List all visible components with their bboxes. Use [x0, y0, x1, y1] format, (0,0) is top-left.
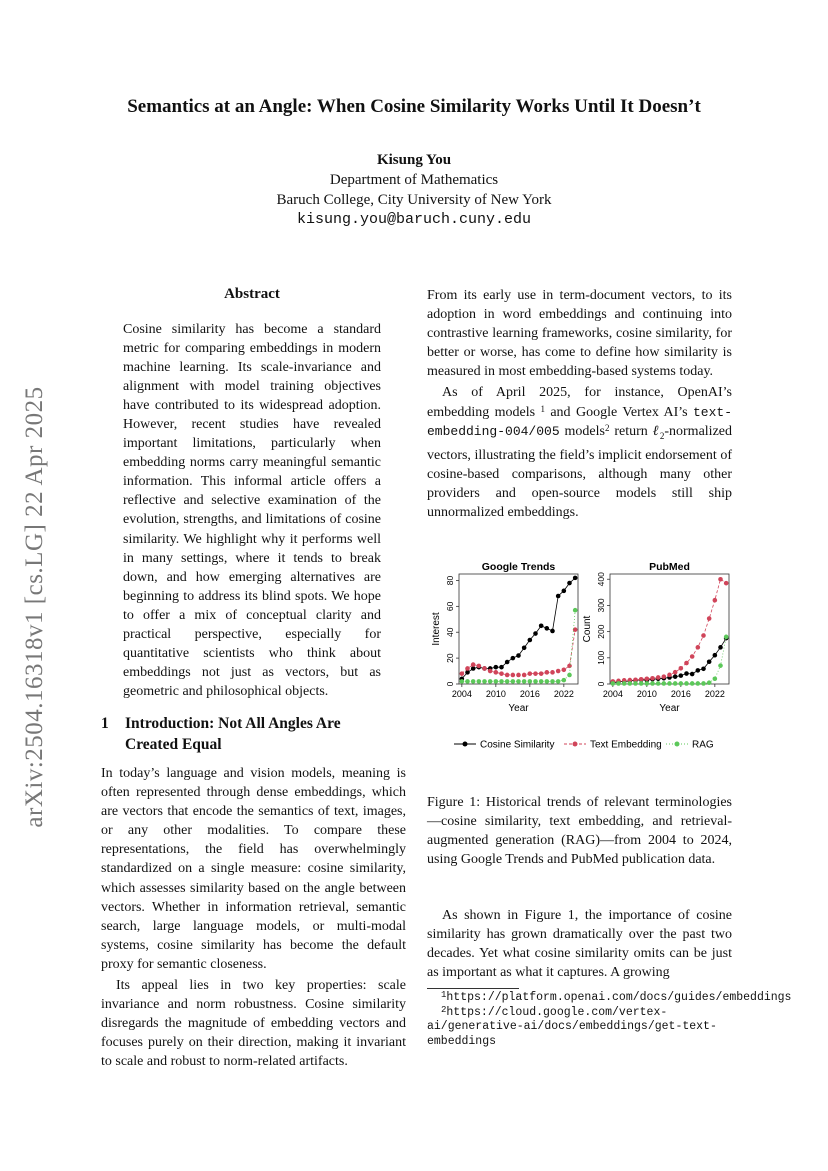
plot-frame: [610, 574, 729, 684]
data-point: [662, 681, 667, 686]
legend-item: [454, 740, 554, 751]
legend-marker: [463, 742, 468, 747]
data-point: [545, 626, 550, 631]
data-point: [494, 670, 499, 675]
data-point: [673, 670, 678, 675]
footnote-mark: 2: [441, 1004, 447, 1015]
data-point: [499, 679, 504, 684]
data-point: [701, 667, 706, 672]
data-point: [516, 673, 521, 678]
right-column-text: [427, 286, 732, 522]
legend-graphic: [446, 736, 736, 752]
data-point: [505, 673, 510, 678]
data-point: [522, 673, 527, 678]
data-point: [511, 673, 516, 678]
section-number: 1: [101, 715, 109, 732]
x-tick-label: 2010: [636, 689, 657, 699]
data-point: [494, 679, 499, 684]
data-point: [556, 679, 561, 684]
para-text: models: [559, 423, 605, 439]
data-point: [713, 598, 718, 603]
figure-caption: Figure 1: Historical trends of relevant terminologies—cosine similarity, text embedding, and retrieval-augmented generation (RAG)—from 2004 to 2024, using Google Trends and PubMed publication data.: [427, 795, 732, 868]
author-department: Department of Mathematics: [329, 172, 499, 188]
data-point: [673, 674, 678, 679]
y-tick-label: 80: [445, 575, 455, 586]
data-point: [505, 660, 510, 665]
series-text-embedding: [611, 577, 729, 684]
data-point: [567, 673, 572, 678]
data-point: [707, 680, 712, 685]
series-cosine-similarity: [611, 636, 729, 685]
data-point: [533, 671, 538, 676]
data-point: [539, 623, 544, 628]
data-point: [696, 645, 701, 650]
chart-panel-1: [431, 561, 578, 714]
footnote-mark: 1: [441, 990, 447, 1000]
x-tick-label: 2016: [670, 689, 691, 699]
data-point: [656, 681, 661, 686]
data-point: [718, 645, 723, 650]
data-point: [567, 664, 572, 669]
data-point: [690, 654, 695, 659]
footnote-ref-1[interactable]: 1: [540, 403, 545, 414]
data-point: [499, 671, 504, 676]
x-axis-label: Year: [508, 703, 529, 714]
data-point: [550, 679, 555, 684]
data-point: [528, 638, 533, 643]
legend-marker: [675, 742, 680, 747]
section-title: Introduction: Not All Angles Are Created Equal: [125, 715, 341, 753]
y-tick-label: 60: [445, 601, 455, 612]
legend-item: [564, 740, 662, 751]
data-point: [505, 679, 510, 684]
data-point: [656, 675, 661, 680]
x-tick-label: 2010: [485, 689, 506, 699]
author-block: [0, 150, 828, 230]
x-tick-label: 2004: [451, 689, 472, 699]
chart-panel-2: [582, 561, 729, 714]
data-point: [460, 671, 465, 676]
legend-label: Text Embedding: [590, 739, 662, 751]
y-tick-label: 200: [596, 624, 606, 639]
data-point: [539, 671, 544, 676]
data-point: [562, 589, 567, 594]
data-point: [684, 681, 689, 686]
right-paragraph-3: As shown in Figure 1, the importance of cosine similarity has grown dramatically over the past two decades. Yet what cosine similarity omits can be just as important as what it captures. A growing: [427, 908, 732, 981]
para-text: As of April 2025, for instance, OpenAI’s embedding models: [427, 385, 732, 420]
footnote-2: [427, 1006, 732, 1050]
data-point: [562, 667, 567, 672]
right-paragraph-1: From its early use in term-document vectors, to its adoption in word embeddings and continuing into contrastive learning frameworks, cosine similarity, for better or worse, has come to define how similarity is measured in most embedding-based systems today.: [427, 288, 732, 380]
y-tick-label: 0: [596, 681, 606, 687]
data-point: [724, 635, 729, 640]
paper-title: Semantics at an Angle: When Cosine Similarity Works Until It Doesn’t: [127, 96, 701, 117]
x-tick-label: 2022: [704, 689, 725, 699]
data-point: [465, 666, 470, 671]
data-point: [482, 679, 487, 684]
data-point: [494, 665, 499, 670]
data-point: [679, 681, 684, 686]
data-point: [707, 616, 712, 621]
data-point: [545, 670, 550, 675]
abstract-heading: Abstract: [224, 286, 280, 302]
data-point: [684, 661, 689, 666]
data-point: [545, 679, 550, 684]
author-name: Kisung You: [376, 152, 452, 168]
data-point: [471, 679, 476, 684]
series-text-embedding: [460, 627, 578, 677]
data-point: [667, 673, 672, 678]
data-point: [713, 653, 718, 658]
series-line: [613, 579, 726, 681]
chart-title: PubMed: [649, 561, 690, 573]
para-text: and Google Vertex AI’s: [544, 404, 693, 420]
y-tick-label: 300: [596, 598, 606, 613]
data-point: [516, 653, 521, 658]
intro-paragraph-1: In today’s language and vision models, meaning is often represented through dense embeddings, which are vectors that encode the semantics of text, images, or any other modalities. To compare these representations, the field has overwhelmingly standardized on a single measure: cosine similarity, which assesses similarity based on the angle between vectors. Whether in information retrieval, semantic search, large language models, or multi-modal systems, cosine similarity has become the default proxy for semantic closeness.: [101, 766, 406, 972]
x-tick-label: 2004: [602, 689, 623, 699]
data-point: [522, 645, 527, 650]
y-tick-label: 20: [445, 653, 455, 663]
data-point: [679, 666, 684, 671]
data-point: [724, 581, 729, 586]
data-point: [622, 681, 627, 686]
abstract-body: Cosine similarity has become a standard metric for comparing embeddings in modern machine learning. Its scale-invariance and alignment with model training objectives have contributed to its widespread adoption. However, recent studies have revealed important limitations, particularly when embedding norms carry meaningful semantic information. This informal article offers a reflective and selective examination of the evolution, strengths, and limitations of cosine similarity. We highlight why it performs well in many settings, where it tends to break down, and how emerging alternatives are beginning to address its blind spots. We hope to offer a mix of conceptual clarity and practical perspective, especially for quantitative scientists who think about embeddings not just as vectors, but as geometric and philosophical objects.: [123, 322, 381, 699]
legend-label: RAG: [692, 739, 714, 751]
para-text: -normalized vectors, illustrating the field’s implicit endorsement of cosine-based comparisons, although many other providers and open-source models still ship unnormalized embeddings.: [427, 423, 732, 520]
y-axis-label: Count: [582, 615, 593, 643]
x-axis-label: Year: [659, 703, 680, 714]
model-name-code: text-embedding-004/005: [427, 404, 732, 439]
y-axis-label: Interest: [431, 612, 442, 646]
data-point: [550, 629, 555, 634]
data-point: [673, 681, 678, 686]
data-point: [499, 665, 504, 670]
data-point: [650, 676, 655, 681]
data-point: [645, 676, 650, 681]
footnote-rule: [427, 988, 519, 989]
data-point: [573, 576, 578, 581]
data-point: [718, 577, 723, 582]
data-point: [628, 681, 633, 686]
footnote-url[interactable]: https://cloud.google.com/vertex-ai/generative-ai/docs/embeddings/get-text-embeddings: [427, 1005, 717, 1048]
data-point: [567, 581, 572, 586]
data-point: [684, 671, 689, 676]
data-point: [528, 679, 533, 684]
legend-item: [666, 740, 714, 751]
data-point: [611, 681, 616, 686]
data-point: [633, 681, 638, 686]
data-point: [690, 681, 695, 686]
data-point: [550, 670, 555, 675]
data-point: [650, 681, 655, 686]
data-point: [539, 679, 544, 684]
footnotes: [427, 990, 792, 1049]
data-point: [460, 679, 465, 684]
data-point: [707, 659, 712, 664]
data-point: [477, 679, 482, 684]
data-point: [477, 664, 482, 669]
data-point: [662, 674, 667, 679]
data-point: [556, 594, 561, 599]
legend-label: Cosine Similarity: [480, 739, 555, 751]
y-tick-label: 40: [445, 627, 455, 637]
data-point: [696, 681, 701, 686]
data-point: [701, 681, 706, 686]
y-tick-label: 0: [445, 681, 455, 687]
chart-legend: [446, 736, 736, 752]
y-tick-label: 400: [596, 572, 606, 587]
chart-title: Google Trends: [481, 561, 556, 573]
data-point: [522, 679, 527, 684]
data-point: [533, 631, 538, 636]
data-point: [667, 681, 672, 686]
footnote-ref-2[interactable]: 2: [604, 422, 610, 433]
x-tick-label: 2016: [519, 689, 540, 699]
figure-1-charts: [427, 556, 732, 756]
data-point: [713, 676, 718, 681]
data-point: [533, 679, 538, 684]
data-point: [573, 608, 578, 613]
right-paragraph-2: [427, 383, 732, 521]
data-point: [488, 679, 493, 684]
data-point: [639, 677, 644, 682]
arxiv-side-stamp: arXiv:2504.16318v1 [cs.LG] 22 Apr 2025: [21, 386, 48, 828]
data-point: [511, 656, 516, 661]
data-point: [616, 681, 621, 686]
data-point: [562, 678, 567, 683]
l2-symbol: ℓ: [652, 423, 660, 439]
para-text: return: [609, 423, 653, 439]
data-point: [528, 671, 533, 676]
l2-subscript: 2: [659, 430, 665, 441]
data-point: [639, 681, 644, 686]
data-point: [718, 663, 723, 668]
data-point: [679, 673, 684, 678]
data-point: [482, 666, 487, 671]
data-point: [701, 633, 706, 638]
intro-paragraph-2: Its appeal lies in two key properties: scale invariance and norm robustness. Cosine similarity disregards the magnitude of embedding vectors and focuses purely on their direction, making it invariant to scale and robust to norm-related artifacts.: [101, 978, 406, 1070]
x-tick-label: 2022: [553, 689, 574, 699]
data-point: [690, 672, 695, 677]
author-email[interactable]: kisung.you@baruch.cuny.edu: [296, 211, 532, 228]
author-affiliation: Baruch College, City University of New York: [276, 192, 552, 208]
y-tick-label: 100: [596, 650, 606, 665]
footnote-1: [427, 990, 792, 1006]
data-point: [516, 679, 521, 684]
data-point: [488, 669, 493, 674]
footnote-url[interactable]: https://platform.openai.com/docs/guides/embeddings: [446, 991, 792, 1004]
introduction-body: [101, 764, 406, 1072]
data-point: [696, 668, 701, 673]
data-point: [471, 662, 476, 667]
legend-marker: [573, 742, 578, 747]
data-point: [511, 679, 516, 684]
data-point: [556, 669, 561, 674]
data-point: [465, 679, 470, 684]
data-point: [645, 681, 650, 686]
